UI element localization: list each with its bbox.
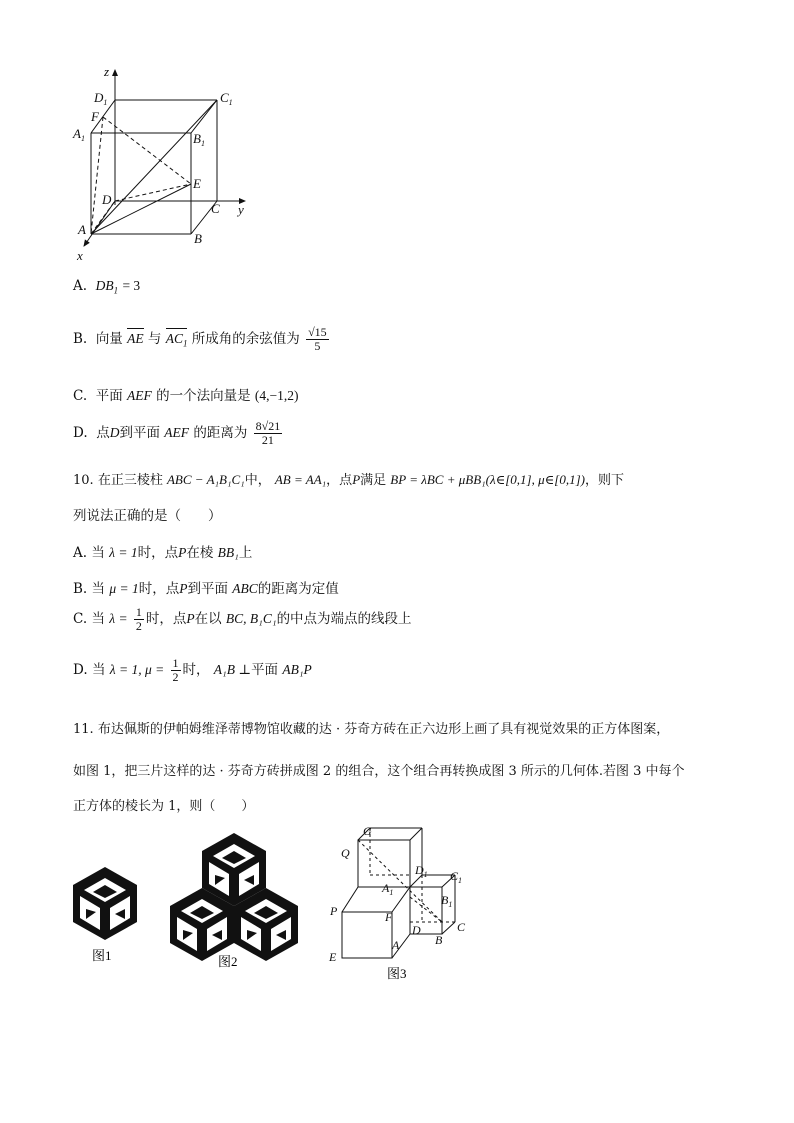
fig3-label-A1: $A_1$: [382, 881, 394, 897]
figure-1-tile: [70, 862, 140, 962]
figure-1-caption: 图1: [92, 948, 112, 962]
fig3-label-D1: $D_1$: [415, 863, 428, 879]
q9-option-b: B. 向量 AE 与 $AC_1$ 所成角的余弦值为 $\frac{√15}{5}$: [73, 325, 327, 353]
fig3-label-G: G: [363, 824, 372, 838]
fig3-label-D: D: [412, 923, 421, 937]
label-B: B: [194, 231, 202, 246]
fig3-label-A: A: [392, 938, 400, 952]
label-z: z: [104, 64, 110, 79]
cube-coordinate-figure: [60, 60, 260, 270]
label-D1: $D_1$: [94, 90, 108, 107]
label-y: y: [238, 202, 244, 217]
label-A: A: [78, 222, 86, 237]
figure-2-tiles: [166, 828, 306, 968]
fig3-label-C1: $C_1$: [450, 869, 463, 885]
x-axis: [84, 201, 115, 246]
q11-stem-line1: 11. 布达佩斯的伊帕姆维泽蒂博物馆收藏的达 · 芬奇方砖在正六边形上画了具有视觉效果的正方体图案，: [73, 722, 670, 737]
label-A1: $A_1$: [73, 126, 85, 143]
fig3-label-P: P: [330, 904, 338, 918]
q10-option-b: B. 当 μ = 1时，点P到平面 ABC的距离为定值: [73, 581, 339, 597]
label-E: E: [193, 176, 201, 191]
q11-stem-line2: 如图 1，把三片这样的达 · 芬奇方砖拼成图 2 的组合，这个组合再转换成图 3 所示的几何体.若图 3 中每个: [73, 764, 685, 779]
fig3-label-F: F: [385, 910, 393, 924]
q9-option-c: C. 平面 AEF 的一个法向量是 (4,−1,2): [73, 388, 299, 404]
q10-option-a: A. 当 λ = 1时，点P在棱 BB₁上: [73, 545, 253, 561]
label-x: x: [77, 248, 83, 263]
figure-2-caption: 图2: [218, 954, 238, 968]
figure-3-solid: [325, 822, 475, 982]
label-D: D: [102, 192, 112, 207]
fig3-label-E: E: [329, 950, 337, 964]
q9-option-d: D. 点D到平面 AEF 的距离为 $\frac{8√21}{21}$: [73, 419, 281, 447]
label-C1: $C_1$: [220, 90, 233, 107]
q10-stem-line2: 列说法正确的是（ ）: [73, 508, 222, 524]
figure-3-caption: 图3: [387, 966, 407, 981]
label-C: C: [211, 201, 220, 216]
q10-stem-line1: 10. 在正三棱柱 ABC − A₁B₁C₁中， AB = AA₁，点P满足 BP = λBC + μBB₁(λ∈[0,1], μ∈[0,1])，则下: [73, 472, 624, 488]
q9-option-a: A. $DB_1 = 3$: [73, 278, 141, 296]
q10-option-c: C. 当 λ = $\frac{1}{2}$ 时，点P在以 BC, B₁C₁的中点为端点的线段上: [73, 605, 412, 633]
fig3-label-C: C: [457, 920, 466, 934]
fig3-label-Q: Q: [341, 846, 350, 860]
label-F: F: [91, 109, 99, 124]
fig3-label-B: B: [435, 933, 443, 947]
hex-tile-icon: [73, 867, 137, 940]
label-B1: $B_1$: [193, 131, 205, 148]
q10-option-d: D. 当 λ = 1, μ = $\frac{1}{2}$ 时， A₁B ⊥平面 AB₁P: [73, 656, 312, 684]
fig3-label-B1: $B_1$: [441, 893, 453, 909]
q11-stem-line3: 正方体的棱长为 1，则（ ）: [73, 799, 255, 814]
